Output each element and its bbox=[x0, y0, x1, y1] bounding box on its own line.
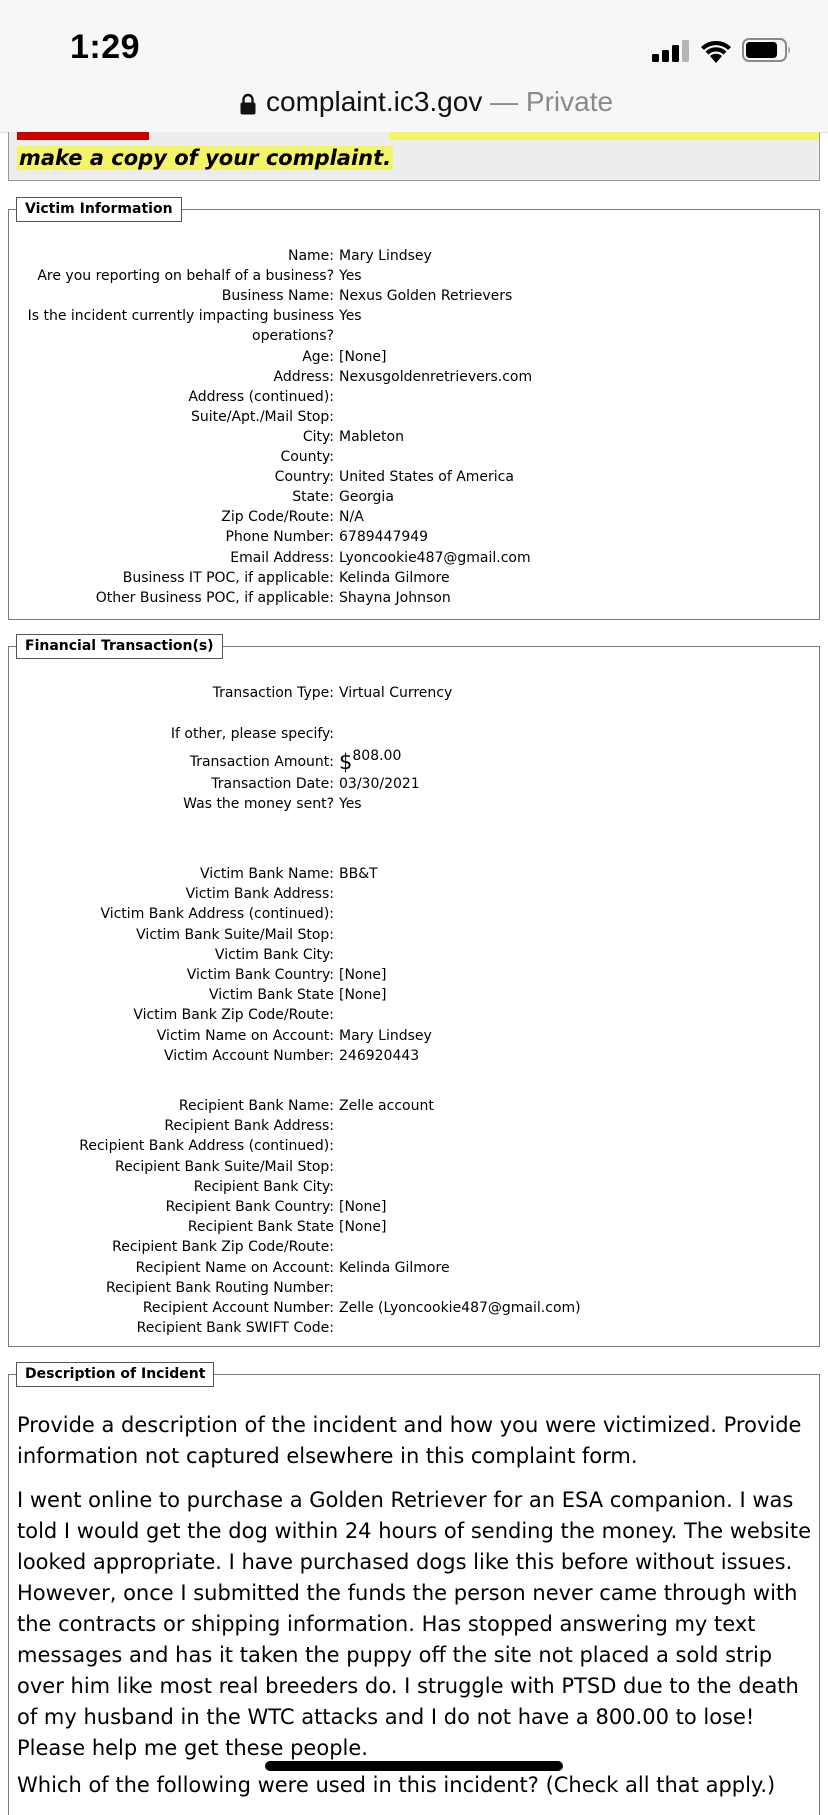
field-label: Suite/Apt./Mail Stop: bbox=[190, 408, 334, 425]
field-label: Transaction Type: bbox=[212, 685, 334, 701]
incident-description bbox=[17, 1410, 817, 1764]
field-label: Recipient Bank Address (continued): bbox=[79, 1138, 334, 1155]
field-label: Recipient Bank Suite/Mail Stop: bbox=[114, 1158, 334, 1175]
next-question-text: Which of the following were used in this incident? (Check all that apply.) bbox=[17, 1773, 776, 1797]
currency-symbol: $ bbox=[339, 750, 353, 774]
field-label: Address (continued): bbox=[188, 388, 334, 405]
field-value: Kelinda Gilmore bbox=[339, 1259, 450, 1276]
battery-icon bbox=[742, 38, 792, 62]
incident-answer: I went online to purchase a Golden Retriever for an ESA companion. I was told I would get the dog within 24 hours of sending the money. The website looked appropriate. I have purchased dogs like this before without issues. However, once I submitted the funds the person never came through with the contracts or shipping information. Has stopped answering my text messages and has it taken the puppy off the site not placed a sold strip over him like most real breeders do. I struggle with PTSD due to the death of my husband in the WTC attacks and I do not have a 800.00 to lose! Please help me get these people. bbox=[17, 1488, 812, 1760]
field-label: Recipient Bank SWIFT Code: bbox=[136, 1320, 334, 1337]
incident-prompt: Provide a description of the incident and how you were victimized. Provide information not captured elsewhere in this complaint form. bbox=[17, 1413, 802, 1468]
field-value: Kelinda Gilmore bbox=[339, 569, 450, 586]
field-label: Recipient Bank State bbox=[187, 1219, 334, 1236]
field-value: [None] bbox=[339, 1199, 387, 1215]
financial-transactions-legend: Financial Transaction(s) bbox=[16, 634, 223, 659]
field-value: 03/30/2021 bbox=[339, 776, 420, 792]
field-value: Yes bbox=[339, 268, 362, 285]
field-label: Other Business POC, if applicable: bbox=[95, 589, 334, 606]
wifi-icon bbox=[698, 36, 734, 64]
field-label: Are you reporting on behalf of a business? bbox=[37, 268, 334, 285]
field-value: Lyoncookie487@gmail.com bbox=[339, 549, 531, 566]
field-value: Mary Lindsey bbox=[339, 248, 432, 264]
field-label: Recipient Bank City: bbox=[193, 1178, 334, 1195]
field-label: Recipient Bank Country: bbox=[165, 1199, 334, 1215]
field-label: Recipient Bank Address: bbox=[164, 1118, 334, 1135]
field-label: Victim Bank City: bbox=[214, 946, 334, 963]
field-label: operations? bbox=[252, 328, 334, 345]
field-value: United States of America bbox=[339, 469, 514, 486]
field-label: Address: bbox=[273, 368, 334, 385]
field-label: Country: bbox=[274, 469, 334, 486]
field-value: Shayna Johnson bbox=[339, 589, 451, 606]
field-value: 6789447949 bbox=[339, 529, 429, 546]
field-value: Zelle account bbox=[339, 1098, 434, 1114]
lock-icon bbox=[240, 93, 256, 115]
field-label: Victim Name on Account: bbox=[156, 1027, 334, 1044]
warning-banner bbox=[8, 132, 820, 181]
field-value: [None] bbox=[339, 348, 387, 365]
field-value: BB&T bbox=[339, 866, 378, 882]
field-label: Victim Bank Address (continued): bbox=[100, 906, 334, 923]
status-time: 1:29 bbox=[70, 28, 141, 66]
amount-value: 808.00 bbox=[352, 748, 402, 764]
field-label: Victim Bank State bbox=[209, 987, 334, 1004]
field-label: State: bbox=[292, 489, 334, 506]
field-label: Is the incident currently impacting business bbox=[27, 308, 334, 325]
field-label: County: bbox=[280, 449, 334, 465]
field-label: If other, please specify: bbox=[170, 726, 334, 742]
browsing-mode-label: — Private bbox=[482, 86, 614, 117]
victim-information-legend: Victim Information bbox=[16, 197, 182, 222]
field-label: Victim Bank Suite/Mail Stop: bbox=[136, 926, 334, 943]
home-indicator[interactable] bbox=[265, 1761, 563, 1771]
url-domain: complaint.ic3.gov bbox=[266, 86, 483, 117]
field-label: Recipient Name on Account: bbox=[135, 1259, 334, 1276]
field-value: Georgia bbox=[339, 489, 394, 506]
field-value: Nexus Golden Retrievers bbox=[339, 288, 513, 305]
cellular-signal-icon bbox=[652, 38, 690, 62]
field-label: Business Name: bbox=[221, 288, 334, 305]
field-value: [None] bbox=[339, 1219, 387, 1236]
field-label: Age: bbox=[302, 348, 334, 365]
field-label: Victim Account Number: bbox=[163, 1047, 334, 1064]
field-label: Victim Bank Country: bbox=[186, 967, 334, 983]
field-label: Recipient Bank Routing Number: bbox=[106, 1279, 334, 1296]
field-value: 246920443 bbox=[339, 1047, 420, 1064]
field-label: Phone Number: bbox=[225, 529, 334, 546]
field-value: Zelle (Lyoncookie487@gmail.com) bbox=[339, 1300, 581, 1316]
field-value: Mableton bbox=[339, 428, 404, 445]
field-label: Business IT POC, if applicable: bbox=[122, 569, 334, 586]
field-label: City: bbox=[302, 428, 334, 445]
field-value: N/A bbox=[339, 509, 364, 526]
field-value bbox=[339, 748, 402, 775]
field-label: Was the money sent? bbox=[183, 796, 334, 812]
field-value: Virtual Currency bbox=[339, 685, 453, 701]
banner-text: make a copy of your complaint. bbox=[19, 146, 392, 170]
field-label: Email Address: bbox=[230, 549, 334, 566]
field-label: Zip Code/Route: bbox=[221, 509, 334, 526]
field-label: Recipient Bank Zip Code/Route: bbox=[112, 1239, 334, 1256]
field-label: Recipient Bank Name: bbox=[178, 1098, 334, 1114]
banner-clipped-text bbox=[9, 132, 819, 140]
description-of-incident-legend: Description of Incident bbox=[16, 1362, 214, 1387]
field-value: Nexusgoldenretrievers.com bbox=[339, 368, 533, 385]
field-label: Transaction Date: bbox=[211, 776, 334, 792]
field-label: Transaction Amount: bbox=[189, 754, 334, 770]
field-label: Victim Bank Zip Code/Route: bbox=[133, 1007, 334, 1024]
field-value: Mary Lindsey bbox=[339, 1027, 432, 1044]
field-value: [None] bbox=[339, 987, 387, 1004]
field-label: Victim Bank Name: bbox=[200, 866, 334, 882]
field-value: Yes bbox=[339, 796, 362, 812]
field-label: Victim Bank Address: bbox=[185, 886, 334, 903]
field-value: Yes bbox=[339, 308, 362, 325]
field-value: [None] bbox=[339, 967, 387, 983]
field-label: Name: bbox=[287, 248, 334, 264]
field-label: Recipient Account Number: bbox=[142, 1300, 334, 1316]
browser-url[interactable] bbox=[266, 86, 613, 118]
